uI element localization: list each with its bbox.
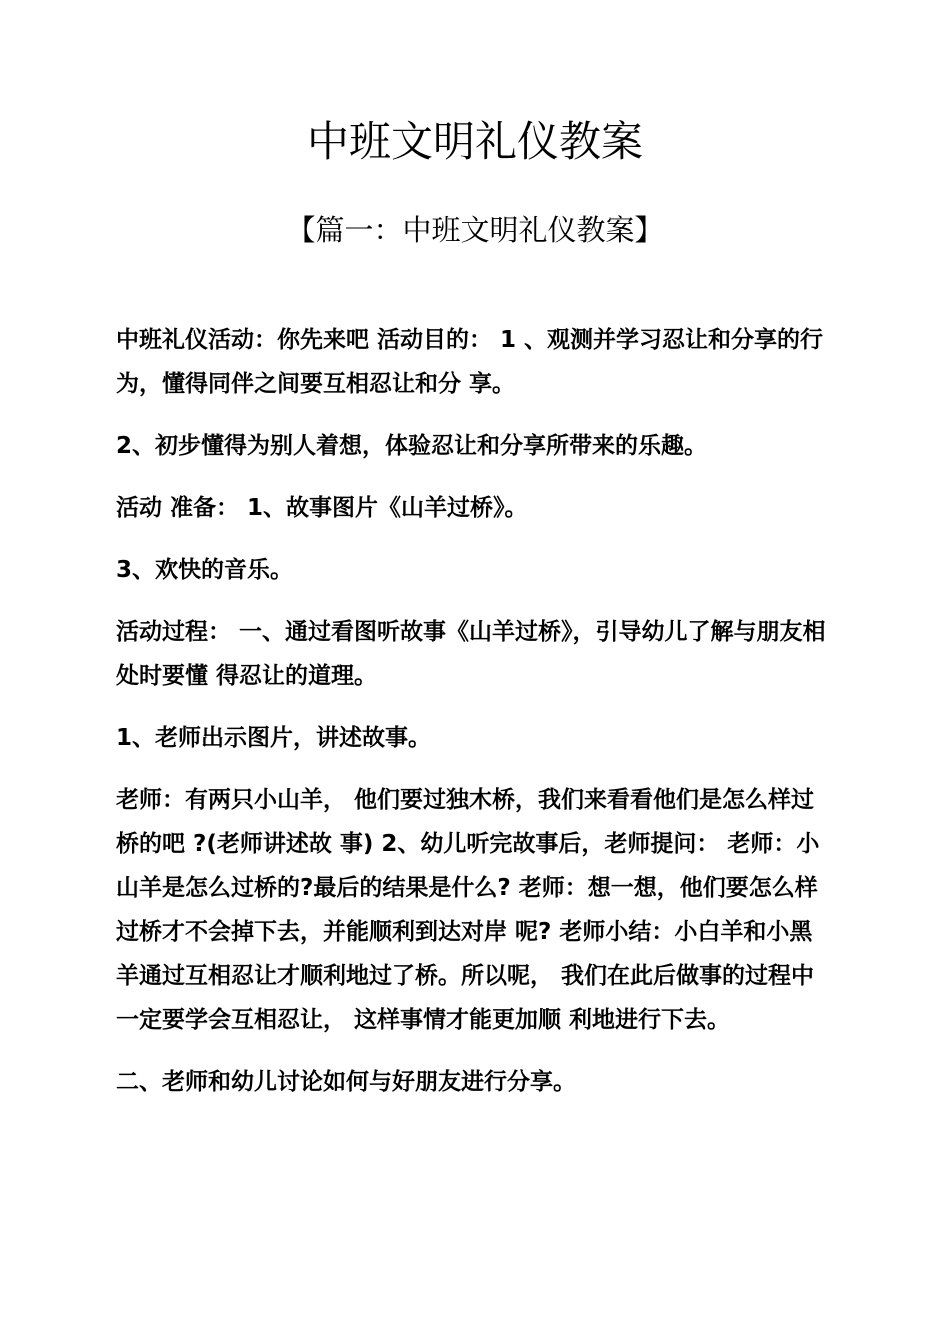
paragraph-activity-goals: 中班礼仪活动：你先来吧 活动目的： 1 、观测并学习忍让和分享的行为，懂得同伴之间要互相忍让和分 享。	[116, 327, 824, 397]
paragraph-goal-2: 2、初步懂得为别人着想，体验忍让和分享所带来的乐趣。	[116, 433, 708, 459]
paragraph-preparation: 活动 准备： 1、故事图片《山羊过桥》。	[116, 495, 528, 521]
paragraph-preparation-3: 3、欢快的音乐。	[116, 557, 294, 583]
paragraph-show-pictures: 1、老师出示图片，讲述故事。	[116, 725, 432, 751]
paragraph-process-1: 活动过程： 一、通过看图听故事《山羊过桥》，引导幼儿了解与朋友相处时要懂 得忍让的道理。	[116, 619, 826, 689]
paragraph-process-2: 二、老师和幼儿讨论如何与好朋友进行分享。	[116, 1069, 576, 1095]
document-title: 中班文明礼仪教案	[306, 117, 643, 166]
document-body	[116, 318, 828, 1122]
document-subtitle: 【篇一：中班文明礼仪教案】	[286, 213, 664, 247]
paragraph-teacher-story: 老师：有两只小山羊， 他们要过独木桥，我们来看看他们是怎么样过桥的吧 ?(老师讲述故 事) 2、幼儿听完故事后，老师提问： 老师：小山羊是怎么过桥的?最后的结果是什么? 老师：想一想，他们要怎么样过桥才不会掉下去，并能顺利到达对岸 呢? 老师小结：小白羊和小黑羊通过互相忍让才顺利地过了桥。所以呢， 我们在此后做事的过程中一定要学会互相忍让， 这样事情才能更加顺 利地进行下去。	[116, 787, 820, 1033]
